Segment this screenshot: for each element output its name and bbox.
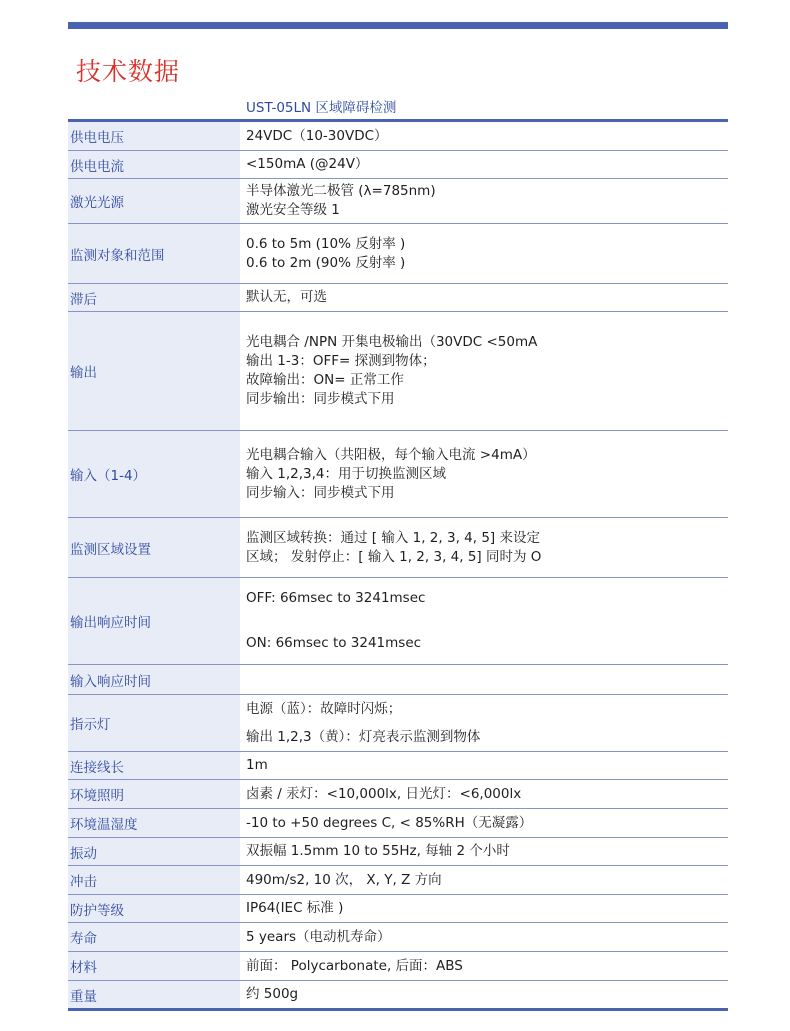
row-label: 环境照明 — [68, 780, 240, 809]
row-label: 激光光源 — [68, 179, 240, 224]
row-value: 双振幅 1.5mm 10 to 55Hz, 每轴 2 个小时 — [240, 838, 728, 866]
row-value: 卤素 / 汞灯：<10,000lx, 日光灯：<6,000lx — [240, 780, 728, 809]
row-value: OFF: 66msec to 3241msec ON: 66msec to 3241msec — [240, 578, 728, 665]
row-value: 默认无，可选 — [240, 284, 728, 312]
table-row — [68, 578, 728, 665]
table-row — [68, 179, 728, 224]
row-value: 490m/s2, 10 次， X, Y, Z 方向 — [240, 866, 728, 895]
row-label: 输出响应时间 — [68, 578, 240, 665]
row-value: 电源（蓝）：故障时闪烁； 输出 1,2,3（黄）：灯亮表示监测到物体 — [240, 695, 728, 752]
table-row — [68, 665, 728, 695]
row-label: 防护等级 — [68, 895, 240, 923]
table-row — [68, 312, 728, 431]
table-row — [68, 224, 728, 284]
row-label: 监测对象和范围 — [68, 224, 240, 284]
row-label: 供电电压 — [68, 121, 240, 151]
model-heading: UST-05LN 区域障碍检测 — [246, 100, 397, 116]
row-value: 前面： Polycarbonate, 后面：ABS — [240, 952, 728, 981]
row-value: IP64(IEC 标准 ) — [240, 895, 728, 923]
row-label: 供电电流 — [68, 151, 240, 179]
table-row — [68, 780, 728, 809]
page-title: 技术数据 — [76, 57, 181, 86]
row-label: 连接线长 — [68, 752, 240, 780]
row-label: 振动 — [68, 838, 240, 866]
table-row — [68, 981, 728, 1010]
table-row — [68, 752, 728, 780]
row-value: 光电耦合 /NPN 开集电极输出（30VDC <50mA 输出 1-3：OFF= 探测到物体； 故障输出：ON= 正常工作 同步输出：同步模式下用 — [240, 312, 728, 431]
row-label: 滞后 — [68, 284, 240, 312]
table-row — [68, 838, 728, 866]
table-row — [68, 809, 728, 838]
table-row — [68, 284, 728, 312]
row-value: 1m — [240, 752, 728, 780]
table-row — [68, 121, 728, 151]
row-label: 指示灯 — [68, 695, 240, 752]
row-label: 输入响应时间 — [68, 665, 240, 695]
table-row — [68, 518, 728, 578]
table-row — [68, 895, 728, 923]
table-row — [68, 923, 728, 952]
row-label: 输入（1-4） — [68, 431, 240, 518]
row-label: 材料 — [68, 952, 240, 981]
row-value: 5 years（电动机寿命） — [240, 923, 728, 952]
table-row — [68, 952, 728, 981]
table-row — [68, 431, 728, 518]
row-value: 监测区域转换：通过 [ 输入 1, 2, 3, 4, 5] 来设定 区域； 发射停止：[ 输入 1, 2, 3, 4, 5] 同时为 O — [240, 518, 728, 578]
row-value: 半导体激光二极管 (λ=785nm) 激光安全等级 1 — [240, 179, 728, 224]
row-label: 监测区域设置 — [68, 518, 240, 578]
row-value: 0.6 to 5m (10% 反射率 ) 0.6 to 2m (90% 反射率 ) — [240, 224, 728, 284]
top-rule — [68, 22, 728, 29]
table-row — [68, 866, 728, 895]
row-label: 输出 — [68, 312, 240, 431]
table-row — [68, 151, 728, 179]
spec-table — [68, 119, 728, 1011]
row-label: 重量 — [68, 981, 240, 1010]
row-value — [240, 665, 728, 695]
table-row — [68, 695, 728, 752]
row-label: 冲击 — [68, 866, 240, 895]
row-value: -10 to +50 degrees C, < 85%RH（无凝露） — [240, 809, 728, 838]
row-label: 环境温湿度 — [68, 809, 240, 838]
row-label: 寿命 — [68, 923, 240, 952]
row-value: 光电耦合输入（共阳极，每个输入电流 >4mA） 输入 1,2,3,4：用于切换监测区域 同步输入：同步模式下用 — [240, 431, 728, 518]
row-value: <150mA (@24V） — [240, 151, 728, 179]
row-value: 约 500g — [240, 981, 728, 1010]
row-value: 24VDC（10-30VDC） — [240, 121, 728, 151]
